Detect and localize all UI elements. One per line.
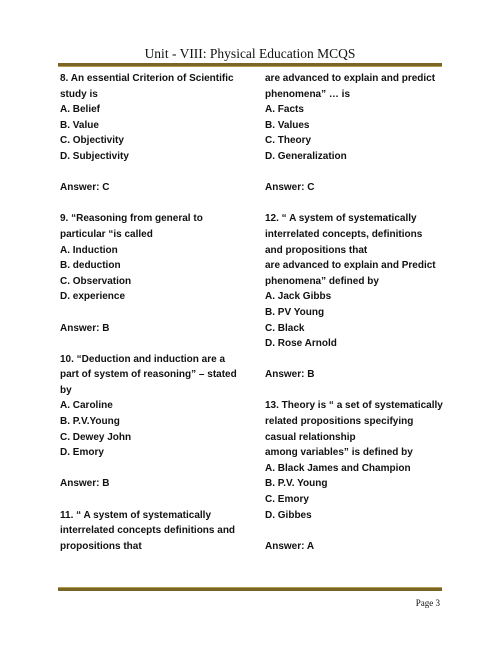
blank-line [60, 196, 260, 212]
option-line: C. Observation [60, 275, 132, 287]
answer-line: Answer: A [265, 540, 315, 552]
option-line: D. Subjectivity [60, 150, 129, 162]
text-line: interrelated concepts definitions and [60, 525, 236, 537]
text-line: phenomena” … is [265, 88, 351, 100]
text-line: propositions that [60, 540, 142, 552]
option-line: D. Rose Arnold [265, 338, 337, 350]
text-line: 8. An essential Criterion of Scientific [60, 73, 234, 84]
option-line: B. Values [265, 119, 310, 131]
option-line: A. Belief [60, 104, 101, 116]
text-line: and propositions that [265, 244, 368, 256]
option-line: B. P.V. Young [265, 478, 328, 490]
option-line: D. Emory [60, 447, 104, 459]
left-column [60, 71, 260, 554]
blank-line [60, 336, 260, 352]
option-line: D. Gibbes [265, 509, 312, 521]
option-line: B. Value [60, 119, 99, 131]
text-line: are advanced to explain and predict [265, 73, 436, 84]
blank-line [60, 492, 260, 508]
option-line: C. Theory [265, 135, 312, 147]
option-line: A. Black James and Champion [265, 462, 411, 474]
text-line: 12. “ A system of systematically [265, 213, 417, 225]
option-line: C. Dewey John [60, 431, 132, 443]
option-line: C. Objectivity [60, 135, 124, 147]
page-number: Page 3 [415, 598, 440, 608]
text-line: by [60, 384, 72, 396]
option-line: D. experience [60, 291, 126, 303]
answer-line: Answer: B [60, 478, 110, 490]
text-line: are advanced to explain and Predict [265, 260, 436, 272]
option-line: A. Induction [60, 244, 118, 256]
text-line: among variables” is defined by [265, 447, 413, 459]
text-line: casual relationship [265, 431, 356, 443]
header-rule [58, 63, 442, 67]
text-line: 10. “Deduction and induction are a [60, 353, 226, 365]
answer-line: Answer: B [265, 369, 315, 381]
blank-line [265, 165, 445, 181]
page-header: Unit - VIII: Physical Education MCQS [144, 46, 356, 61]
text-line: 9. “Reasoning from general to [60, 213, 203, 225]
blank-line [265, 352, 445, 368]
text-line: phenomena” defined by [265, 275, 379, 287]
text-line: part of system of reasoning” – stated [60, 369, 237, 381]
text-line: study is [60, 88, 98, 100]
text-line: related propositions specifying [265, 416, 414, 428]
blank-line [265, 196, 445, 212]
blank-line [60, 305, 260, 321]
text-line: 13. Theory is “ a set of systematically [265, 400, 443, 412]
option-line: B. PV Young [265, 306, 325, 318]
footer-rule [58, 587, 442, 591]
text-line: particular “is called [60, 228, 153, 240]
blank-line [265, 383, 445, 399]
right-column [265, 71, 445, 554]
option-line: D. Generalization [265, 150, 347, 162]
option-line: C. Emory [265, 494, 309, 506]
option-line: A. Caroline [60, 400, 113, 412]
option-line: B. P.V.Young [60, 416, 120, 428]
option-line: A. Jack Gibbs [265, 291, 332, 303]
option-line: A. Facts [265, 104, 304, 116]
text-line: 11. “ A system of systematically [60, 509, 212, 521]
option-line: B. deduction [60, 260, 121, 272]
option-line: C. Black [265, 322, 305, 334]
answer-line: Answer: C [60, 182, 110, 194]
blank-line [265, 523, 445, 539]
answer-line: Answer: B [60, 322, 110, 334]
text-line: interrelated concepts, definitions [265, 228, 423, 240]
blank-line [60, 461, 260, 477]
blank-line [60, 165, 260, 181]
answer-line: Answer: C [265, 182, 315, 194]
